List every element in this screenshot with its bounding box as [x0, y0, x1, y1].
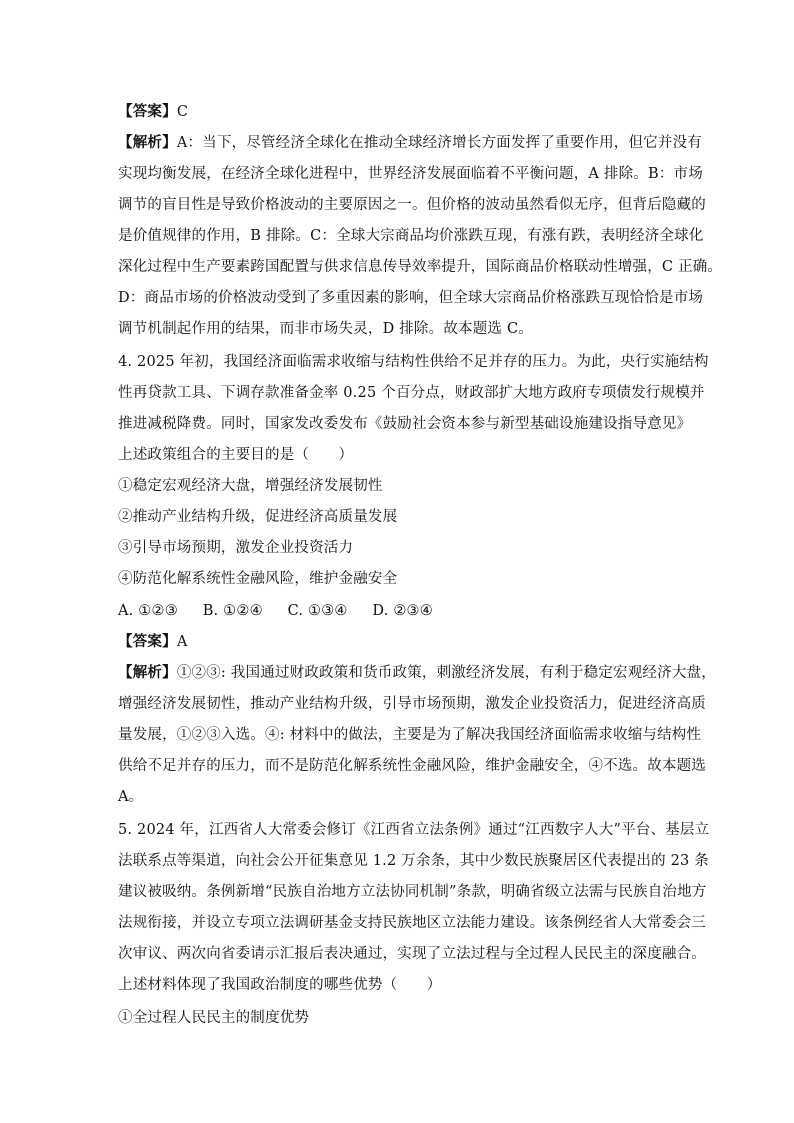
question-stem-line: 4. 2025 年初，我国经济面临需求收缩与结构性供给不足并存的压力。为此，央行实施结构	[118, 354, 709, 370]
analysis-line	[118, 663, 716, 683]
answer-label: 【答案】	[118, 633, 177, 650]
analysis-line: A。	[118, 789, 144, 805]
option-c: C. ①③④	[287, 603, 348, 619]
analysis-line: 深化过程中生产要素跨国配置与供求信息传导效率提升，国际商品价格联动性增强，C 正确。	[118, 259, 723, 275]
answer-value: A	[176, 634, 188, 650]
question-stem-line: 法规衔接，并设立专项立法调研基金支持民族地区立法能力建设。该条例经省人大常委会三	[118, 915, 706, 931]
question-stem-line: 法联系点等渠道，向社会公开征集意见 1.2 万余条，其中少数民族聚居区代表提出的 23 条	[118, 853, 709, 869]
answer-label: 【答案】	[118, 103, 177, 120]
question-stem-line: 性再贷款工具、下调存款准备金率 0.25 个百分点，财政部扩大地方政府专项债发行规模并	[118, 385, 705, 401]
analysis-line: 增强经济发展韧性，推动产业结构升级，引导市场预期，激发企业投资活力，促进经济高质	[118, 696, 706, 712]
answer-line	[118, 632, 187, 652]
question-stem-line: 5. 2024 年，江西省人大常委会修订《江西省立法条例》通过“江西数字人大”平台、基层立	[118, 822, 710, 838]
question-stem-line: 推进减税降费。同时，国家发改委发布《鼓励社会资本参与新型基础设施建设指导意见》	[118, 416, 692, 432]
analysis-line: 调节的盲目性是导致价格波动的主要原因之一。但价格的波动虽然看似无序，但背后隐藏的	[118, 197, 706, 213]
question-stem-line: 建议被吸纳。条例新增“民族自治地方立法协同机制”条款，明确省级立法需与民族自治地方	[118, 884, 707, 900]
answer-line	[118, 102, 188, 122]
statement-item: ④防范化解系统性金融风险，维护金融安全	[118, 571, 398, 587]
analysis-label: 【解析】	[118, 134, 177, 151]
option-a: A. ①②③	[118, 603, 178, 619]
analysis-label: 【解析】	[118, 664, 177, 681]
analysis-line: 量发展，①②③入选。④: 材料中的做法，主要是为了解决我国经济面临需求收缩与结构性	[118, 727, 702, 743]
option-b: B. ①②④	[202, 603, 263, 619]
analysis-line	[118, 133, 702, 153]
statement-item: ③引导市场预期，激发企业投资活力	[118, 540, 354, 556]
statement-item: ①全过程人民民主的制度优势	[118, 1010, 310, 1026]
choice-options	[118, 601, 433, 621]
analysis-line: 实现均衡发展，在经济全球化进程中，世界经济发展面临着不平衡问题，A 排除。B：市场	[118, 166, 703, 182]
question-stem-line: 上述材料体现了我国政治制度的哪些优势（ ）	[118, 977, 442, 993]
analysis-line: 供给不足并存的压力，而不是防范化解系统性金融风险，维护金融安全，④不选。故本题选	[118, 758, 706, 774]
option-d: D. ②③④	[372, 603, 433, 619]
analysis-line: 调节机制起作用的结果，而非市场失灵，D 排除。故本题选 C。	[118, 321, 533, 337]
question-stem-line: 次审议、两次向省委请示汇报后表决通过，实现了立法过程与全过程人民民主的深度融合。	[118, 946, 706, 962]
analysis-text: A：当下，尽管经济全球化在推动全球经济增长方面发挥了重要作用，但它并没有	[176, 135, 702, 151]
analysis-line: 是价值规律的作用，B 排除。C：全球大宗商品均价涨跌互现，有涨有跌，表明经济全球化	[118, 228, 704, 244]
statement-item: ②推动产业结构升级，促进经济高质量发展	[118, 509, 398, 525]
statement-item: ①稳定宏观经济大盘，增强经济发展韧性	[118, 478, 383, 494]
answer-value: C	[176, 104, 189, 120]
question-stem-line: 上述政策组合的主要目的是（ ）	[118, 447, 354, 463]
analysis-text: ①②③: 我国通过财政政策和货币政策，刺激经济发展，有利于稳定宏观经济大盘，	[176, 665, 716, 681]
analysis-line: D：商品市场的价格波动受到了多重因素的影响，但全球大宗商品价格涨跌互现恰恰是市场	[118, 290, 704, 306]
